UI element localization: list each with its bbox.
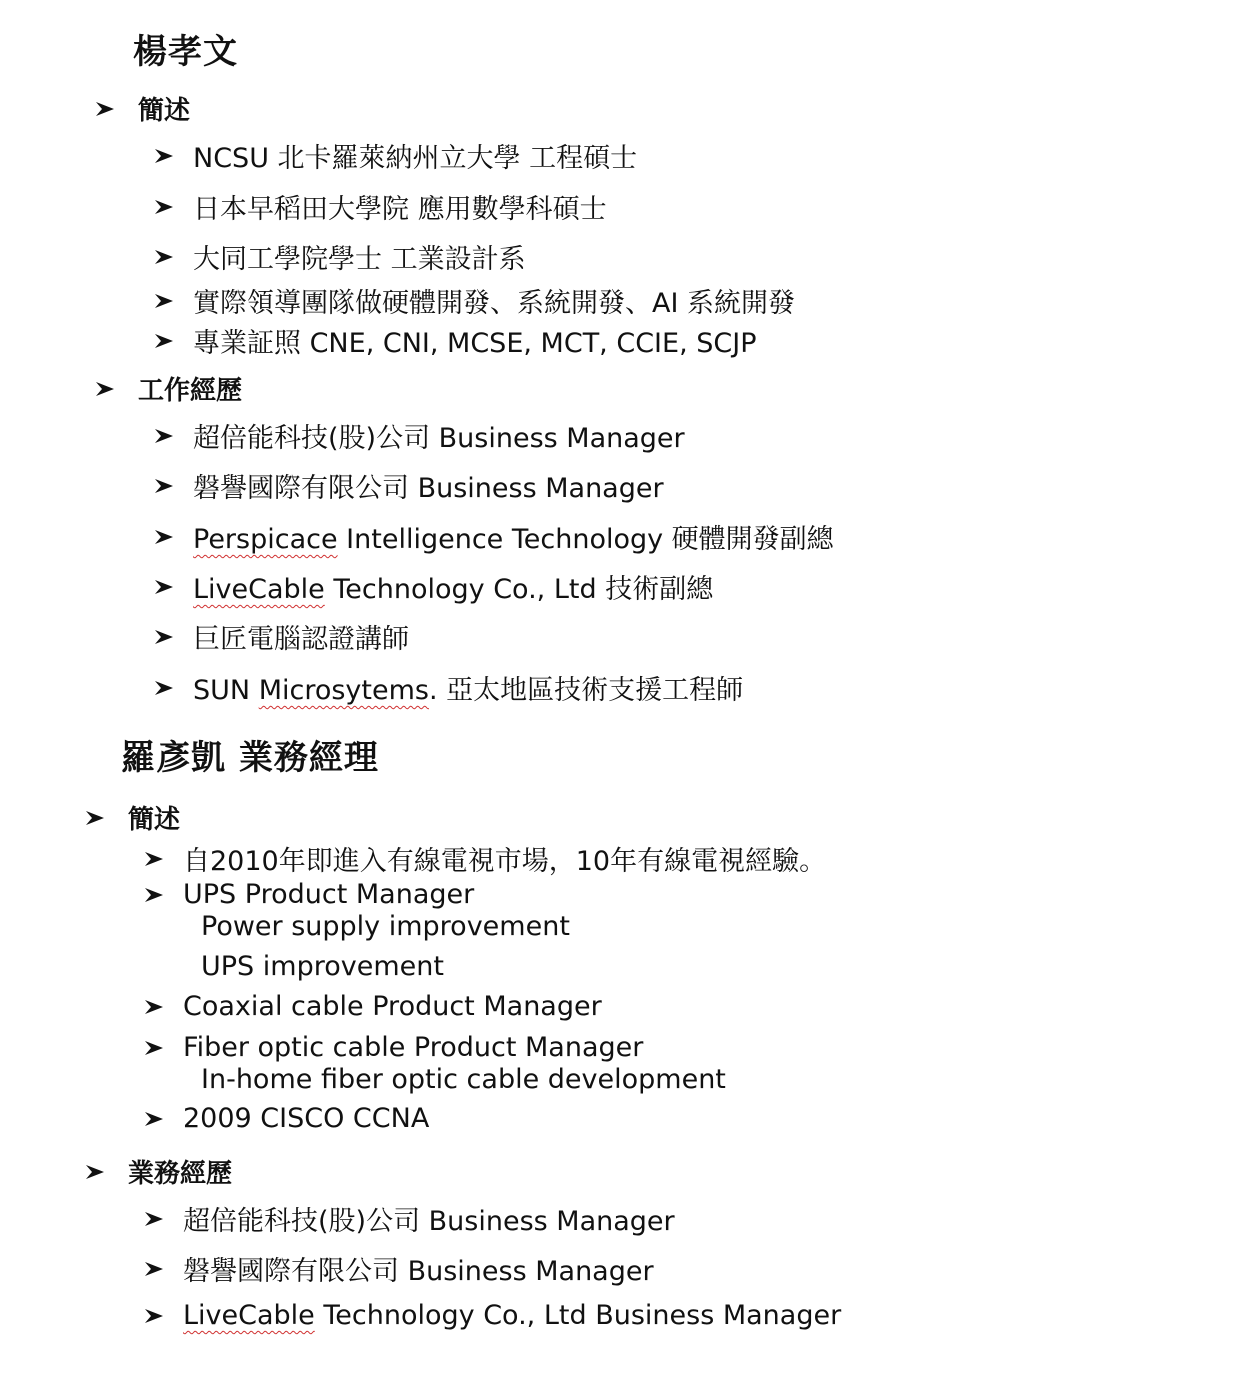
item-text xyxy=(193,567,713,606)
work-item xyxy=(153,567,713,606)
sales-item xyxy=(143,1199,675,1238)
spellcheck-word: LiveCable xyxy=(183,1300,315,1331)
item-text xyxy=(183,1300,841,1331)
spellcheck-word: Microsytems xyxy=(258,675,429,706)
item-text-rest: Technology Co., Ltd Business Manager xyxy=(314,1300,842,1331)
arrow-bullet-icon xyxy=(153,246,175,268)
arrow-bullet-icon xyxy=(153,526,175,548)
person1-summary-heading xyxy=(94,90,190,127)
arrow-bullet-icon xyxy=(84,807,106,829)
arrow-bullet-icon xyxy=(153,576,175,598)
arrow-bullet-icon xyxy=(153,475,175,497)
work-item xyxy=(153,416,685,455)
arrow-bullet-icon xyxy=(84,1161,106,1183)
item-text: 磐譽國際有限公司 Business Manager xyxy=(193,473,664,504)
item-text: Fiber optic cable Product Manager xyxy=(183,1032,644,1063)
summary-item xyxy=(143,1032,643,1063)
arrow-bullet-icon xyxy=(153,677,175,699)
arrow-bullet-icon xyxy=(153,290,175,312)
arrow-bullet-icon xyxy=(143,848,165,870)
item-text: 2009 CISCO CCNA xyxy=(183,1103,430,1134)
item-text: 自2010年即進入有線電視市場，10年有線電視經驗。 xyxy=(183,846,827,877)
work-item xyxy=(153,517,834,556)
item-text-rest: Intelligence Technology 硬體開發副總 xyxy=(337,524,834,555)
item-text: Coaxial cable Product Manager xyxy=(183,991,602,1022)
item-text: 超倍能科技(股)公司 Business Manager xyxy=(183,1206,675,1237)
person2-name: 羅彥凱 業務經理 xyxy=(121,738,379,778)
person1-work-heading xyxy=(94,370,242,407)
item-text: 巨匠電腦認證講師 xyxy=(193,624,409,655)
person1-name: 楊孝文 xyxy=(133,32,238,72)
summary-item xyxy=(153,136,637,175)
summary-item xyxy=(143,991,602,1022)
section-heading-text: 業務經歷 xyxy=(128,1159,233,1189)
spellcheck-word: Perspicace xyxy=(193,524,338,555)
item-text: 超倍能科技(股)公司 Business Manager xyxy=(193,423,685,454)
work-item xyxy=(153,466,664,505)
summary-item xyxy=(153,321,756,360)
person2-sales-heading xyxy=(84,1153,232,1190)
arrow-bullet-icon xyxy=(153,145,175,167)
arrow-bullet-icon xyxy=(143,1258,165,1280)
arrow-bullet-icon xyxy=(143,1108,165,1130)
item-text: NCSU 北卡羅萊納州立大學 工程碩士 xyxy=(193,143,638,174)
summary-item xyxy=(153,187,607,226)
arrow-bullet-icon xyxy=(153,196,175,218)
item-text-rest: Technology Co., Ltd 技術副總 xyxy=(324,574,714,605)
arrow-bullet-icon xyxy=(94,98,116,120)
summary-item xyxy=(143,1103,429,1134)
spellcheck-word: LiveCable xyxy=(193,574,325,605)
arrow-bullet-icon xyxy=(143,884,165,906)
work-item xyxy=(153,617,409,656)
person2-summary-heading xyxy=(84,799,180,836)
section-heading-text: 工作經歷 xyxy=(138,376,243,406)
arrow-bullet-icon xyxy=(143,1037,165,1059)
item-text: 專業証照 CNE, CNI, MCSE, MCT, CCIE, SCJP xyxy=(193,328,757,359)
sub-item-text: Power supply improvement xyxy=(201,911,570,942)
arrow-bullet-icon xyxy=(143,1208,165,1230)
arrow-bullet-icon xyxy=(143,996,165,1018)
item-text xyxy=(193,517,834,556)
summary-item xyxy=(143,879,474,910)
arrow-bullet-icon xyxy=(143,1305,165,1327)
item-text-rest: . 亞太地區技術支援工程師 xyxy=(428,675,744,706)
section-heading-text: 簡述 xyxy=(128,805,181,835)
arrow-bullet-icon xyxy=(94,378,116,400)
sub-item-text: UPS improvement xyxy=(201,951,444,982)
item-text: 大同工學院學士 工業設計系 xyxy=(193,244,526,275)
summary-item xyxy=(153,237,526,276)
item-text xyxy=(193,668,743,707)
summary-item xyxy=(143,839,826,878)
arrow-bullet-icon xyxy=(153,330,175,352)
work-item xyxy=(153,668,743,707)
sales-item xyxy=(143,1300,841,1331)
item-text: 磐譽國際有限公司 Business Manager xyxy=(183,1256,654,1287)
item-text: 實際領導團隊做硬體開發、系統開發、AI 系統開發 xyxy=(193,288,796,319)
arrow-bullet-icon xyxy=(153,425,175,447)
summary-item xyxy=(153,281,795,320)
item-text: UPS Product Manager xyxy=(183,879,475,910)
sales-item xyxy=(143,1249,654,1288)
item-text: 日本早稻田大學院 應用數學科碩士 xyxy=(193,194,607,225)
section-heading-text: 簡述 xyxy=(138,96,191,126)
item-text-start: SUN xyxy=(193,675,259,706)
arrow-bullet-icon xyxy=(153,626,175,648)
sub-item-text: In-home fiber optic cable development xyxy=(201,1064,726,1095)
